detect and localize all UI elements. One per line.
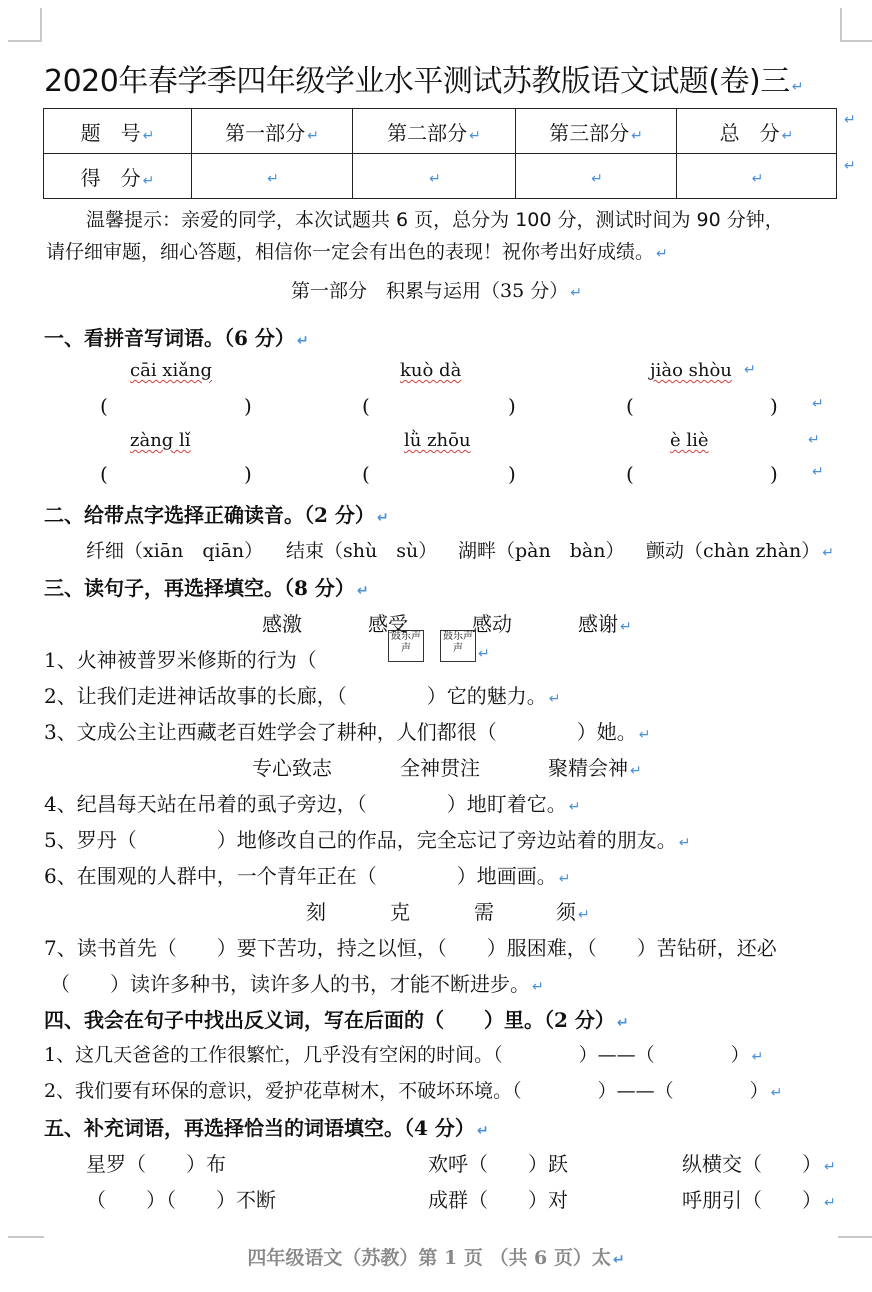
- idiom-blank: 成群（ ）对: [428, 1188, 568, 1212]
- score-table-header-row: [44, 109, 837, 154]
- pinyin: cāi xiǎng: [130, 360, 213, 381]
- idiom-blank: 纵横交（ ） ↵: [682, 1152, 836, 1176]
- return-mark: ↵: [744, 362, 756, 378]
- tip-line-2: 请仔细审题，细心答题，相信你一定会有出色的表现！祝你考出好成绩。 ↵: [46, 241, 668, 263]
- q5-heading: 五、补充词语，再选择恰当的词语填空。（4 分） ↵: [44, 1116, 489, 1140]
- crop-mark-top-right: [840, 8, 872, 42]
- score-row-label: 得 分 ↵: [44, 154, 192, 199]
- q4-heading: 四、我会在句子中找出反义词，写在后面的（ ）里。（2 分） ↵: [44, 1008, 629, 1032]
- q3-sentence-7: 7、读书首先（ ）要下苦功，持之以恒，（ ）服困难，（ ）苦钻研，还必: [44, 936, 777, 960]
- word-choice: 克: [390, 900, 410, 924]
- answer-paren-open: (: [362, 462, 370, 486]
- score-header-cell: 总 分 ↵: [677, 109, 837, 154]
- stamp-image: 鼓乐声声: [440, 630, 476, 662]
- pinyin: è liè: [670, 430, 709, 451]
- crop-mark-top-left: [8, 8, 42, 42]
- score-header-cell: 题 号 ↵: [44, 109, 192, 154]
- page-title: 2020年春学季四年级学业水平测试苏教版语文试题(卷)三 ↵: [44, 64, 803, 99]
- idiom-blank: （ ）（ ）不断: [86, 1188, 276, 1212]
- pinyin: kuò dà: [400, 360, 462, 381]
- word-choice: 感谢 ↵: [578, 612, 632, 636]
- table-return-mark: ↵: [844, 158, 856, 174]
- q3-heading: 三、读句子，再选择填空。（8 分） ↵: [44, 576, 369, 600]
- q2-item: 颤动（chàn zhàn） ↵: [646, 540, 835, 562]
- word-choice: 需: [474, 900, 494, 924]
- idiom-blank: 星罗（ ）布: [86, 1152, 226, 1176]
- page-footer: 四年级语文（苏教）第 1 页 （共 6 页）太 ↵: [247, 1247, 625, 1269]
- word-choice: 感激: [262, 612, 302, 636]
- score-header-cell: 第一部分 ↵: [192, 109, 353, 154]
- q3-sentence-1: 1、火神被普罗米修斯的行为（: [44, 648, 317, 672]
- word-choice: 专心致志: [252, 756, 332, 780]
- q2-item: 纤细（xiān qiān）: [86, 540, 264, 562]
- score-table-score-row: [44, 154, 837, 199]
- word-choice: 全神贯注: [400, 756, 480, 780]
- pinyin: jiào shòu: [650, 360, 732, 381]
- answer-paren-close: ): [770, 462, 778, 486]
- return-mark: ↵: [808, 432, 820, 448]
- q4-sentence-2: 2、我们要有环保的意识，爱护花草树木，不破坏环境。（ ）——（ ） ↵: [44, 1080, 783, 1102]
- word-choice: 感受: [368, 612, 408, 636]
- q3-sentence-5: 5、罗丹（ ）地修改自己的作品，完全忘记了旁边站着的朋友。 ↵: [44, 828, 691, 852]
- word-choice: 须 ↵: [556, 900, 590, 924]
- pinyin: lǜ zhōu: [404, 430, 471, 451]
- answer-paren-close: ): [770, 394, 778, 418]
- crop-mark-bottom-right: [838, 1236, 872, 1238]
- answer-paren-close: ): [244, 394, 252, 418]
- score-header-cell: 第二部分 ↵: [353, 109, 516, 154]
- q2-item: 湖畔（pàn bàn）: [458, 540, 625, 562]
- score-cell[interactable]: ↵: [353, 154, 516, 199]
- answer-paren-close: ): [508, 462, 516, 486]
- word-choice: 感动: [472, 612, 512, 636]
- q3-sentence-6: 6、在围观的人群中，一个青年正在（ ）地画画。 ↵: [44, 864, 571, 888]
- q2-heading: 二、给带点字选择正确读音。（2 分） ↵: [44, 503, 389, 527]
- q3-sentence-2: 2、让我们走进神话故事的长廊，（ ）它的魅力。 ↵: [44, 684, 561, 708]
- score-header-cell: 第三部分 ↵: [516, 109, 677, 154]
- q3-sentence-7-continued: （ ）读许多种书，读许多人的书，才能不断进步。 ↵: [50, 972, 544, 996]
- q4-sentence-1: 1、这几天爸爸的工作很繁忙，几乎没有空闲的时间。（ ）——（ ） ↵: [44, 1044, 764, 1066]
- score-table: [43, 108, 837, 199]
- idiom-blank: 欢呼（ ）跃: [428, 1152, 568, 1176]
- answer-paren-open: (: [626, 394, 634, 418]
- score-cell[interactable]: ↵: [192, 154, 353, 199]
- idiom-blank: 呼朋引（ ） ↵: [682, 1188, 836, 1212]
- answer-paren-open: (: [100, 394, 108, 418]
- return-mark: ↵: [812, 396, 824, 412]
- answer-paren-open: (: [362, 394, 370, 418]
- q2-item: 结束（shù sù）: [286, 540, 438, 562]
- answer-paren-close: ): [508, 394, 516, 418]
- stamp-image: 鼓乐声声: [388, 630, 424, 662]
- return-mark: ↵: [478, 646, 490, 662]
- answer-paren-open: (: [626, 462, 634, 486]
- q3-sentence-3: 3、文成公主让西藏老百姓学会了耕种，人们都很（ ）她。 ↵: [44, 720, 651, 744]
- crop-mark-bottom-left: [8, 1236, 44, 1238]
- return-mark: ↵: [812, 464, 824, 480]
- score-cell[interactable]: ↵: [677, 154, 837, 199]
- q1-heading: 一、看拼音写词语。（6 分） ↵: [44, 326, 309, 350]
- table-return-mark: ↵: [844, 112, 856, 128]
- part1-heading: 第一部分 积累与运用（35 分） ↵: [291, 280, 582, 302]
- tip-line-1: 温馨提示：亲爱的同学，本次试题共 6 页，总分为 100 分，测试时间为 90 分钟，: [86, 209, 784, 231]
- pinyin: zàng lǐ: [130, 430, 191, 451]
- word-choice: 聚精会神 ↵: [548, 756, 642, 780]
- q3-sentence-4: 4、纪昌每天站在吊着的虱子旁边，（ ）地盯着它。 ↵: [44, 792, 581, 816]
- word-choice: 刻: [306, 900, 326, 924]
- answer-paren-open: (: [100, 462, 108, 486]
- answer-paren-close: ): [244, 462, 252, 486]
- score-cell[interactable]: ↵: [516, 154, 677, 199]
